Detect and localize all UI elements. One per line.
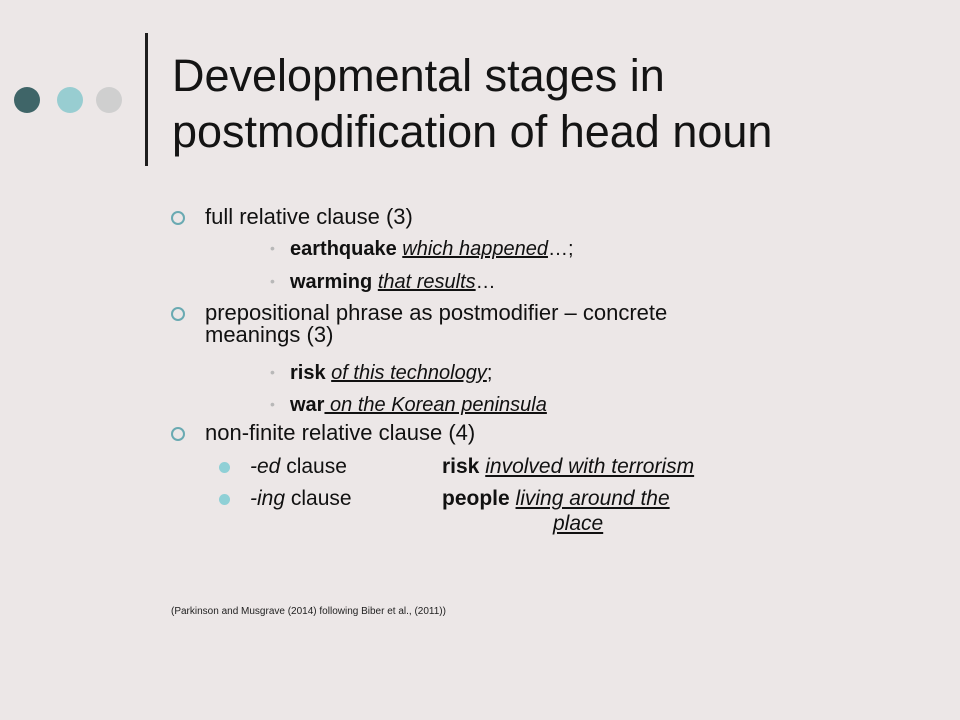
sub-item-rest: … [475,271,496,293]
sub-item-rest: …; [547,238,574,260]
slide-title [172,48,932,160]
title-line-1: Developmental stages in [172,50,665,101]
sub-item-rest: ; [486,362,493,384]
small-bullet-icon: • [270,273,275,289]
head-noun: risk [442,455,480,478]
head-noun: war [290,394,325,416]
list-item-line-2: meanings (3) [205,322,334,347]
postmodifier: involved with terrorism [485,455,695,478]
head-noun: people [442,487,510,510]
postmodifier: living around the [515,487,670,510]
list-item [205,302,667,346]
ring-bullet-icon [171,211,185,225]
example [442,455,694,479]
example [442,487,670,511]
postmodifier: of this technology [331,362,487,384]
solid-bullet-icon [219,494,230,505]
clause-word: clause [285,487,352,510]
ring-bullet-icon [171,307,185,321]
small-bullet-icon: • [270,364,275,380]
title-divider [145,33,148,166]
dot-dark-icon [14,87,40,113]
postmodifier-continued: place [553,512,604,535]
small-bullet-icon: • [270,240,275,256]
list-item: full relative clause (3) [205,204,413,229]
postmodifier: on the Korean peninsula [324,394,547,416]
sub-item [270,393,547,416]
head-noun: risk [290,362,326,384]
citation: (Parkinson and Musgrave (2014) following Biber et al., (2011)) [171,606,446,617]
head-noun: warming [290,271,373,293]
clause-suffix: -ing [250,487,286,510]
dot-grey-icon [96,87,122,113]
clause-word: clause [280,455,347,478]
sub-item [270,270,496,293]
small-bullet-icon: • [270,396,275,412]
sub-item [270,237,574,260]
list-item-line-1: prepositional phrase as postmodifier – concrete [205,300,668,325]
head-noun: earthquake [290,238,397,260]
postmodifier: which happened [402,238,548,260]
clause-type-label [250,455,347,479]
clause-type-label [250,487,352,511]
sub-item [270,361,492,384]
example-continuation [553,512,603,536]
title-line-2: postmodification of head noun [172,106,773,157]
solid-bullet-icon [219,462,230,473]
postmodifier: that results [377,271,476,293]
list-item: non-finite relative clause (4) [205,420,476,445]
ring-bullet-icon [171,427,185,441]
dot-teal-icon [57,87,83,113]
clause-suffix: -ed [250,455,281,478]
